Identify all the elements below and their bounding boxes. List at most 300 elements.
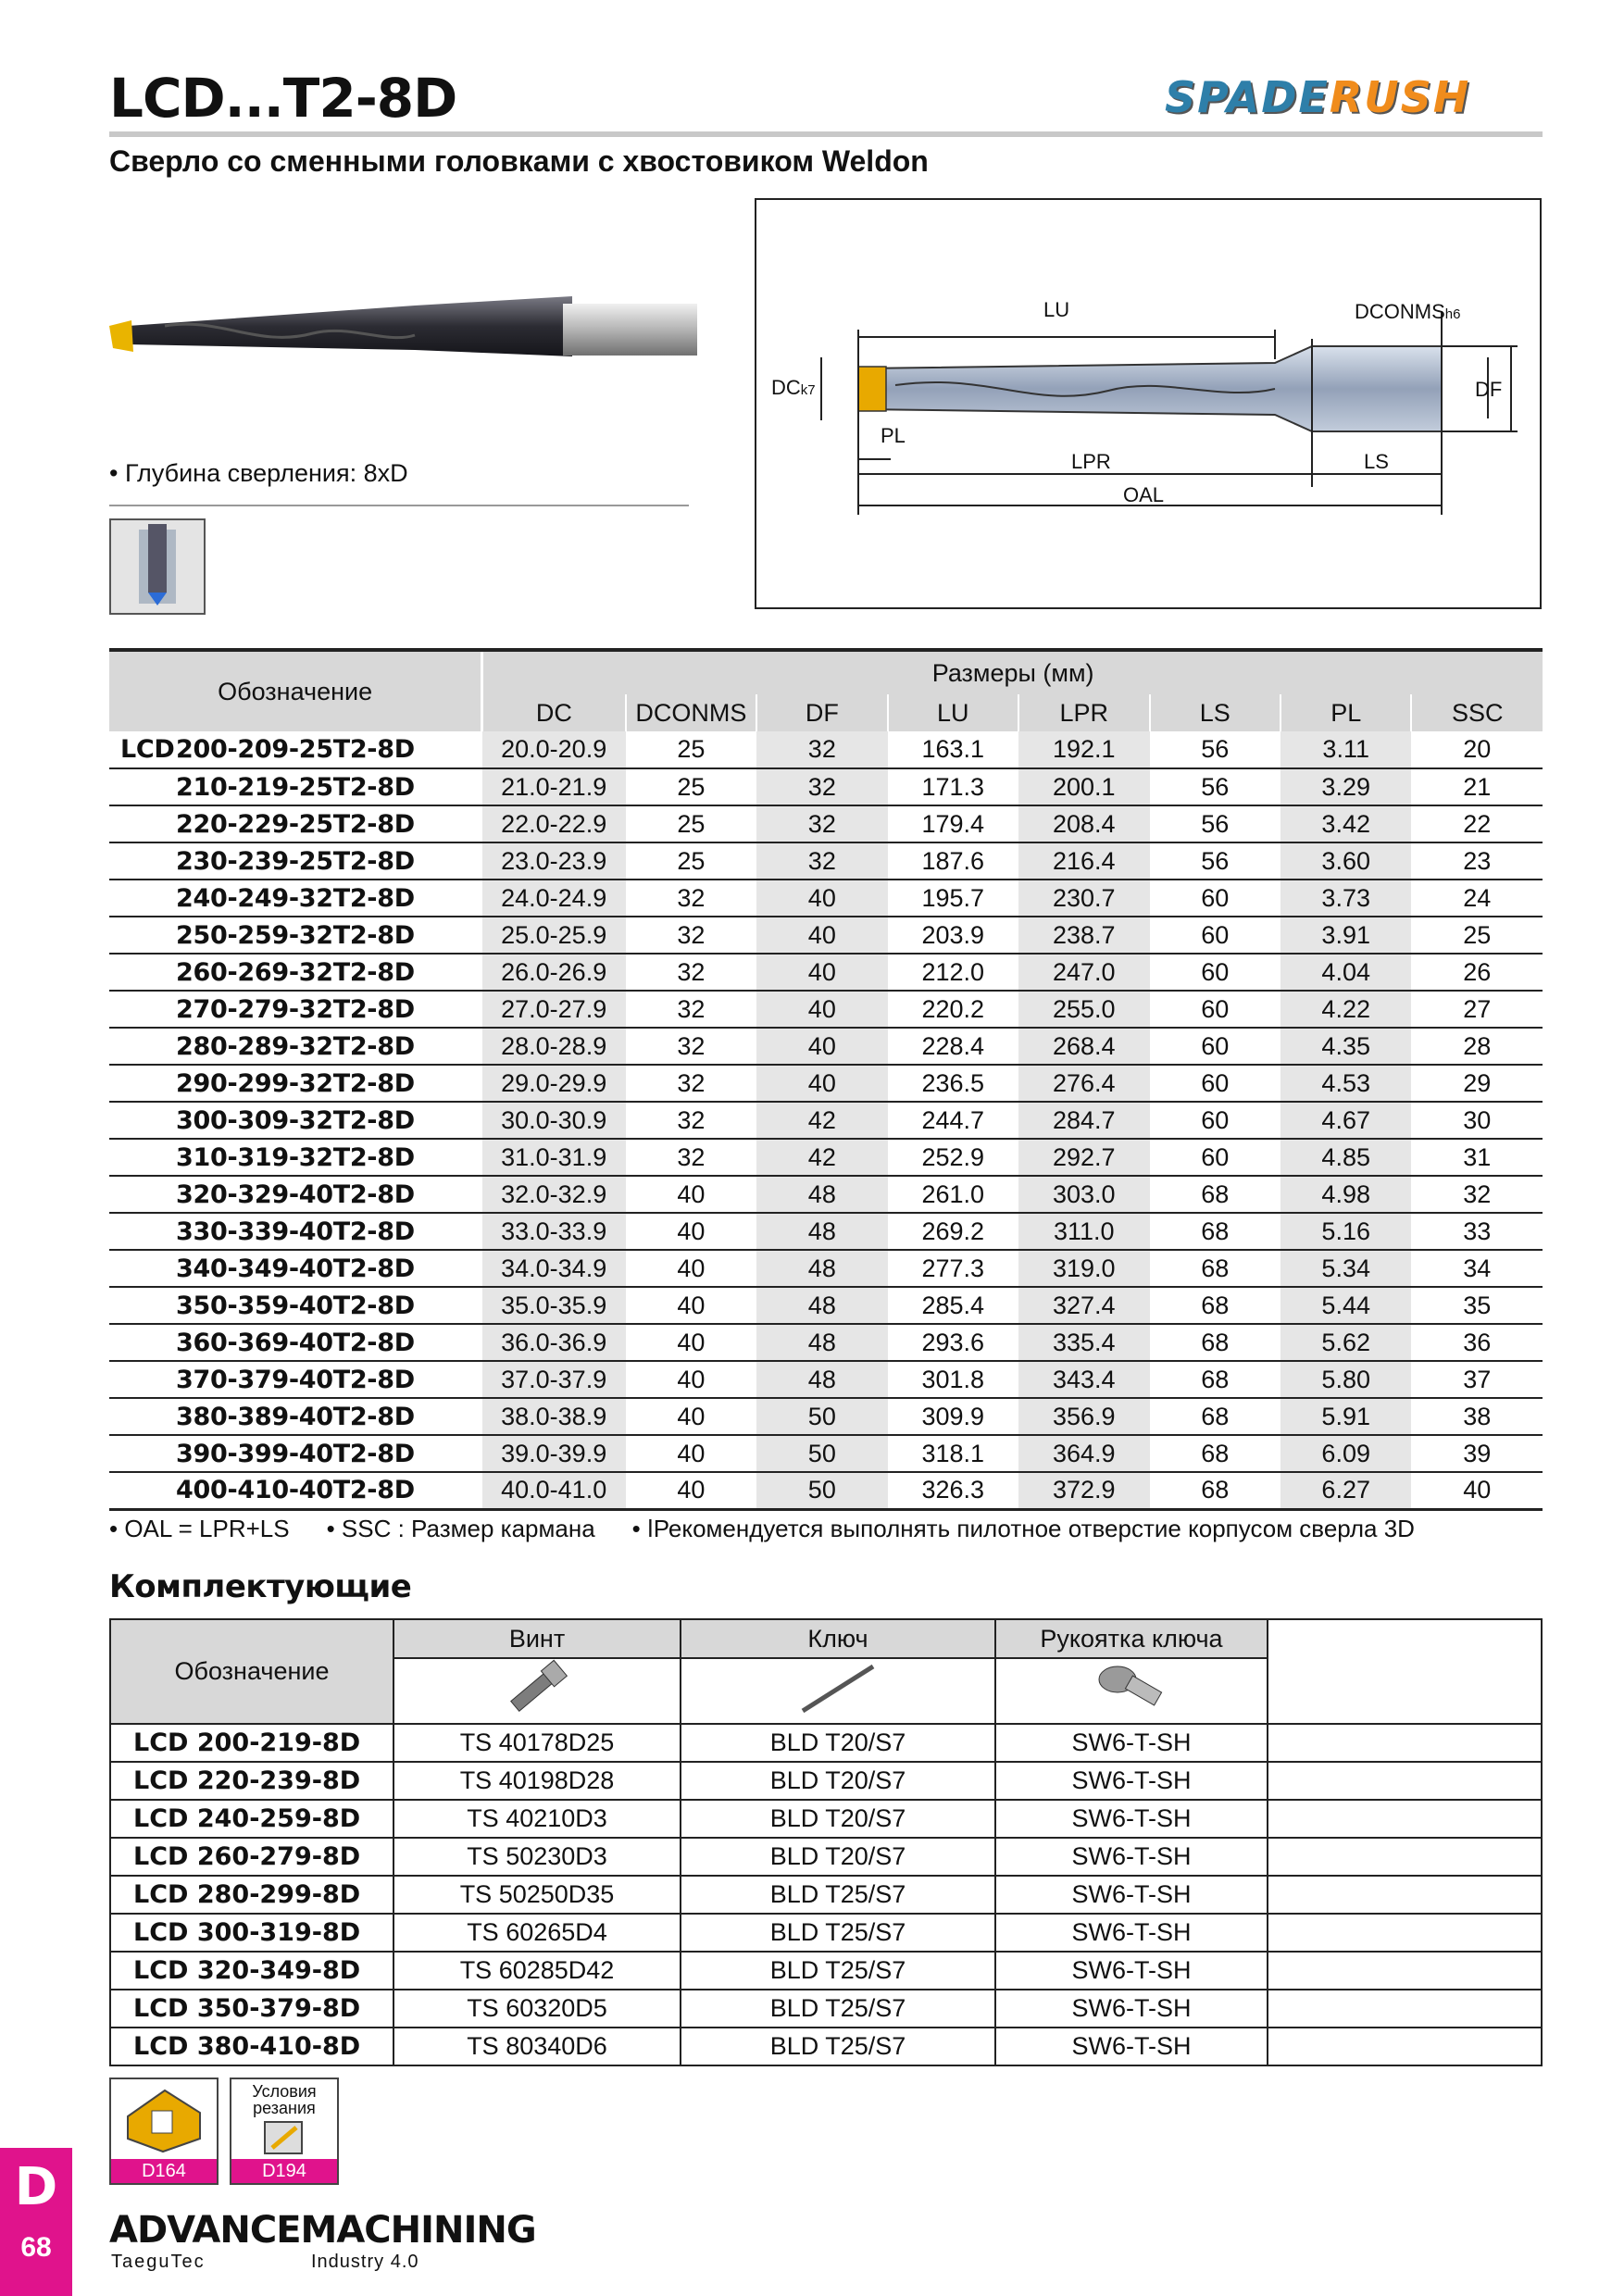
cell-df: 40 bbox=[756, 991, 887, 1028]
cell-ls: 68 bbox=[1150, 1435, 1280, 1472]
footnote-ssc: • SSC : Размер кармана bbox=[326, 1515, 595, 1542]
handle-cell: SW6-T-SH bbox=[995, 1914, 1268, 1952]
components-row bbox=[110, 1762, 1542, 1800]
cell-lu: 301.8 bbox=[888, 1361, 1018, 1398]
blank-cell bbox=[1268, 1724, 1542, 1762]
cell-ls: 68 bbox=[1150, 1213, 1280, 1250]
cell-df: 40 bbox=[756, 1028, 887, 1065]
cell-dconms: 40 bbox=[626, 1472, 756, 1509]
screw-cell: TS 60320D5 bbox=[394, 1990, 681, 2028]
cell-ssc: 20 bbox=[1411, 731, 1543, 768]
cell-lu: 244.7 bbox=[888, 1102, 1018, 1139]
designation-cell bbox=[109, 1139, 482, 1176]
table-row bbox=[109, 1398, 1543, 1435]
cell-lu: 163.1 bbox=[888, 731, 1018, 768]
page-number: 68 bbox=[20, 2232, 52, 2263]
designation-code: 220-229-25T2-8D bbox=[176, 809, 415, 839]
designation-cell bbox=[109, 1287, 482, 1324]
handle-cell: SW6-T-SH bbox=[995, 1876, 1268, 1914]
blank-header bbox=[1268, 1619, 1542, 1724]
dim-lu-label: LU bbox=[1043, 298, 1070, 321]
cutting-conditions-link[interactable] bbox=[230, 2078, 339, 2185]
cell-pl: 4.85 bbox=[1280, 1139, 1411, 1176]
component-designation: LCD 320-349-8D bbox=[110, 1952, 394, 1990]
cell-lu: 220.2 bbox=[888, 991, 1018, 1028]
cell-pl: 5.91 bbox=[1280, 1398, 1411, 1435]
cell-pl: 5.44 bbox=[1280, 1287, 1411, 1324]
designation-cell bbox=[109, 991, 482, 1028]
designation-cell bbox=[109, 880, 482, 917]
cell-ssc: 39 bbox=[1411, 1435, 1543, 1472]
cell-ls: 56 bbox=[1150, 731, 1280, 768]
cell-pl: 6.27 bbox=[1280, 1472, 1411, 1509]
designation-cell bbox=[109, 917, 482, 954]
cell-ssc: 24 bbox=[1411, 880, 1543, 917]
cell-pl: 3.73 bbox=[1280, 880, 1411, 917]
dim-oal-label: OAL bbox=[1123, 483, 1165, 506]
cell-lpr: 327.4 bbox=[1018, 1287, 1149, 1324]
footnotes bbox=[109, 1515, 1543, 1543]
cell-ls: 68 bbox=[1150, 1472, 1280, 1509]
table-row bbox=[109, 805, 1543, 842]
key-cell: BLD T25/S7 bbox=[681, 1990, 995, 2028]
cell-dc: 33.0-33.9 bbox=[482, 1213, 626, 1250]
table-row bbox=[109, 1250, 1543, 1287]
drill-photo bbox=[109, 268, 702, 389]
cell-lpr: 230.7 bbox=[1018, 880, 1149, 917]
cell-lpr: 319.0 bbox=[1018, 1250, 1149, 1287]
cell-lpr: 284.7 bbox=[1018, 1102, 1149, 1139]
cell-lu: 252.9 bbox=[888, 1139, 1018, 1176]
table-row bbox=[109, 1102, 1543, 1139]
cell-dc: 40.0-41.0 bbox=[482, 1472, 626, 1509]
screw-header: Винт bbox=[394, 1619, 681, 1658]
screw-cell: TS 60285D42 bbox=[394, 1952, 681, 1990]
designation-code: 310-319-32T2-8D bbox=[176, 1142, 415, 1172]
handle-cell: SW6-T-SH bbox=[995, 1990, 1268, 2028]
cell-lpr: 255.0 bbox=[1018, 991, 1149, 1028]
cell-dc: 28.0-28.9 bbox=[482, 1028, 626, 1065]
key-icon bbox=[792, 1659, 884, 1716]
cell-df: 48 bbox=[756, 1250, 887, 1287]
designation-code: 270-279-32T2-8D bbox=[176, 994, 415, 1024]
cell-pl: 5.34 bbox=[1280, 1250, 1411, 1287]
cell-dconms: 40 bbox=[626, 1287, 756, 1324]
handle-cell: SW6-T-SH bbox=[995, 1952, 1268, 1990]
cell-pl: 4.35 bbox=[1280, 1028, 1411, 1065]
column-header-ssc: SSC bbox=[1411, 694, 1543, 731]
cell-dc: 25.0-25.9 bbox=[482, 917, 626, 954]
page-title: LCD...T2-8D bbox=[109, 67, 457, 130]
cell-dconms: 40 bbox=[626, 1250, 756, 1287]
cell-lu: 203.9 bbox=[888, 917, 1018, 954]
designation-code: 340-349-40T2-8D bbox=[176, 1254, 415, 1283]
screw-cell: TS 50230D3 bbox=[394, 1838, 681, 1876]
cell-ls: 60 bbox=[1150, 1102, 1280, 1139]
components-row bbox=[110, 2028, 1542, 2065]
cell-ssc: 31 bbox=[1411, 1139, 1543, 1176]
key-header: Ключ bbox=[681, 1619, 995, 1658]
cell-ssc: 22 bbox=[1411, 805, 1543, 842]
cell-df: 48 bbox=[756, 1361, 887, 1398]
cell-pl: 3.11 bbox=[1280, 731, 1411, 768]
cell-ls: 56 bbox=[1150, 805, 1280, 842]
table-row bbox=[109, 1139, 1543, 1176]
column-header-dconms: DCONMS bbox=[626, 694, 756, 731]
cell-ssc: 29 bbox=[1411, 1065, 1543, 1102]
cell-ssc: 25 bbox=[1411, 917, 1543, 954]
designation-code: 210-219-25T2-8D bbox=[176, 772, 415, 802]
cell-dconms: 32 bbox=[626, 917, 756, 954]
screw-cell: TS 40178D25 bbox=[394, 1724, 681, 1762]
cell-dconms: 32 bbox=[626, 991, 756, 1028]
key-handle-icon bbox=[1090, 1659, 1173, 1716]
industry-tagline: Industry 4.0 bbox=[311, 2252, 419, 2272]
cell-pl: 4.98 bbox=[1280, 1176, 1411, 1213]
table-row bbox=[109, 1028, 1543, 1065]
cell-ls: 68 bbox=[1150, 1324, 1280, 1361]
cell-pl: 3.60 bbox=[1280, 842, 1411, 880]
cell-lu: 277.3 bbox=[888, 1250, 1018, 1287]
component-designation: LCD 280-299-8D bbox=[110, 1876, 394, 1914]
column-header-df: DF bbox=[756, 694, 887, 731]
screw-icon bbox=[495, 1659, 579, 1716]
blank-cell bbox=[1268, 1800, 1542, 1838]
cell-dconms: 40 bbox=[626, 1213, 756, 1250]
cell-df: 40 bbox=[756, 880, 887, 917]
cell-dconms: 32 bbox=[626, 1139, 756, 1176]
dim-dc-label bbox=[771, 376, 816, 400]
cell-ssc: 27 bbox=[1411, 991, 1543, 1028]
cell-ssc: 35 bbox=[1411, 1287, 1543, 1324]
cell-dc: 38.0-38.9 bbox=[482, 1398, 626, 1435]
table-row bbox=[109, 1361, 1543, 1398]
table-row bbox=[109, 1065, 1543, 1102]
key-image-cell bbox=[681, 1658, 995, 1724]
cell-dc: 27.0-27.9 bbox=[482, 991, 626, 1028]
cell-ls: 60 bbox=[1150, 1139, 1280, 1176]
components-table-body bbox=[110, 1724, 1542, 2065]
section-tab bbox=[0, 2148, 72, 2296]
cell-dc: 29.0-29.9 bbox=[482, 1065, 626, 1102]
dconms-text: DCONMS bbox=[1355, 300, 1445, 323]
cell-lpr: 216.4 bbox=[1018, 842, 1149, 880]
dimensions-header: Размеры (мм) bbox=[482, 650, 1543, 694]
components-row bbox=[110, 1990, 1542, 2028]
cell-dconms: 40 bbox=[626, 1324, 756, 1361]
components-row bbox=[110, 1952, 1542, 1990]
cell-df: 48 bbox=[756, 1213, 887, 1250]
component-designation: LCD 200-219-8D bbox=[110, 1724, 394, 1762]
designation-cell bbox=[109, 1361, 482, 1398]
screw-cell: TS 80340D6 bbox=[394, 2028, 681, 2065]
cell-dconms: 40 bbox=[626, 1435, 756, 1472]
cell-dc: 21.0-21.9 bbox=[482, 768, 626, 805]
handle-cell: SW6-T-SH bbox=[995, 1800, 1268, 1838]
cell-lpr: 208.4 bbox=[1018, 805, 1149, 842]
table-row bbox=[109, 842, 1543, 880]
cell-lpr: 200.1 bbox=[1018, 768, 1149, 805]
dimension-drawing bbox=[756, 200, 1540, 607]
cell-lpr: 364.9 bbox=[1018, 1435, 1149, 1472]
handle-cell: SW6-T-SH bbox=[995, 2028, 1268, 2065]
insert-icon bbox=[111, 2079, 217, 2157]
cell-ls: 68 bbox=[1150, 1176, 1280, 1213]
cell-df: 32 bbox=[756, 842, 887, 880]
cell-ssc: 40 bbox=[1411, 1472, 1543, 1509]
cell-df: 32 bbox=[756, 805, 887, 842]
designation-cell bbox=[109, 1102, 482, 1139]
cell-dc: 39.0-39.9 bbox=[482, 1435, 626, 1472]
cell-dconms: 25 bbox=[626, 768, 756, 805]
cell-lpr: 311.0 bbox=[1018, 1213, 1149, 1250]
cell-lpr: 276.4 bbox=[1018, 1065, 1149, 1102]
screw-cell: TS 50250D35 bbox=[394, 1876, 681, 1914]
table-row bbox=[109, 880, 1543, 917]
cell-dc: 31.0-31.9 bbox=[482, 1139, 626, 1176]
cell-lpr: 343.4 bbox=[1018, 1361, 1149, 1398]
designation-code: 350-359-40T2-8D bbox=[176, 1291, 415, 1320]
key-cell: BLD T20/S7 bbox=[681, 1724, 995, 1762]
cell-df: 50 bbox=[756, 1398, 887, 1435]
table-row bbox=[109, 917, 1543, 954]
dim-lpr-label: LPR bbox=[1071, 450, 1111, 473]
cell-dconms: 40 bbox=[626, 1176, 756, 1213]
cell-pl: 3.29 bbox=[1280, 768, 1411, 805]
designation-cell bbox=[109, 1176, 482, 1213]
key-cell: BLD T20/S7 bbox=[681, 1838, 995, 1876]
dc-text: DC bbox=[771, 376, 801, 399]
cell-ls: 60 bbox=[1150, 1065, 1280, 1102]
cell-dc: 34.0-34.9 bbox=[482, 1250, 626, 1287]
cell-ls: 60 bbox=[1150, 917, 1280, 954]
cell-lu: 269.2 bbox=[888, 1213, 1018, 1250]
cell-lu: 293.6 bbox=[888, 1324, 1018, 1361]
components-row bbox=[110, 1724, 1542, 1762]
cell-ls: 68 bbox=[1150, 1287, 1280, 1324]
handle-image-cell bbox=[995, 1658, 1268, 1724]
spaderush-logo bbox=[1165, 72, 1470, 122]
key-cell: BLD T25/S7 bbox=[681, 1914, 995, 1952]
page-subtitle: Сверло со сменными головками с хвостовиком Weldon bbox=[109, 144, 929, 178]
blank-cell bbox=[1268, 1838, 1542, 1876]
cell-df: 50 bbox=[756, 1472, 887, 1509]
cell-dc: 24.0-24.9 bbox=[482, 880, 626, 917]
key-cell: BLD T20/S7 bbox=[681, 1800, 995, 1838]
cell-lu: 212.0 bbox=[888, 954, 1018, 991]
dconms-tolerance: h6 bbox=[1444, 306, 1461, 322]
table-row bbox=[109, 1287, 1543, 1324]
cell-ssc: 32 bbox=[1411, 1176, 1543, 1213]
cell-lpr: 372.9 bbox=[1018, 1472, 1149, 1509]
handle-cell: SW6-T-SH bbox=[995, 1762, 1268, 1800]
brand-part1: SPADE bbox=[1165, 72, 1330, 122]
handle-header: Рукоятка ключа bbox=[995, 1619, 1268, 1658]
blank-cell bbox=[1268, 1952, 1542, 1990]
cell-pl: 5.80 bbox=[1280, 1361, 1411, 1398]
table-row bbox=[109, 991, 1543, 1028]
cell-dconms: 32 bbox=[626, 1065, 756, 1102]
cell-ssc: 33 bbox=[1411, 1213, 1543, 1250]
designation-code: 250-259-32T2-8D bbox=[176, 920, 415, 950]
cell-ssc: 34 bbox=[1411, 1250, 1543, 1287]
cell-pl: 3.91 bbox=[1280, 917, 1411, 954]
designation-code: 330-339-40T2-8D bbox=[176, 1217, 415, 1246]
brand-part2: RUSH bbox=[1329, 72, 1471, 122]
column-header-ls: LS bbox=[1150, 694, 1280, 731]
blank-cell bbox=[1268, 1876, 1542, 1914]
cell-df: 48 bbox=[756, 1287, 887, 1324]
designation-cell bbox=[109, 805, 482, 842]
dimensions-table-body bbox=[109, 731, 1543, 1509]
designation-code: 380-389-40T2-8D bbox=[176, 1402, 415, 1431]
designation-cell bbox=[109, 1213, 482, 1250]
company-name: TaeguTec bbox=[111, 2252, 206, 2272]
cell-ls: 56 bbox=[1150, 842, 1280, 880]
cell-lpr: 192.1 bbox=[1018, 731, 1149, 768]
cell-pl: 5.16 bbox=[1280, 1213, 1411, 1250]
table-row bbox=[109, 1472, 1543, 1509]
cell-pl: 4.67 bbox=[1280, 1102, 1411, 1139]
key-cell: BLD T20/S7 bbox=[681, 1762, 995, 1800]
cell-dconms: 25 bbox=[626, 731, 756, 768]
designation-code: 280-289-32T2-8D bbox=[176, 1031, 415, 1061]
cell-lu: 236.5 bbox=[888, 1065, 1018, 1102]
cell-df: 48 bbox=[756, 1176, 887, 1213]
designation-cell bbox=[109, 768, 482, 805]
designation-code: 390-399-40T2-8D bbox=[176, 1439, 415, 1468]
cell-lu: 171.3 bbox=[888, 768, 1018, 805]
cell-df: 48 bbox=[756, 1324, 887, 1361]
cell-df: 32 bbox=[756, 731, 887, 768]
cell-ssc: 26 bbox=[1411, 954, 1543, 991]
cell-dc: 30.0-30.9 bbox=[482, 1102, 626, 1139]
designation-code: 300-309-32T2-8D bbox=[176, 1105, 415, 1135]
designation-code: 260-269-32T2-8D bbox=[176, 957, 415, 987]
table-row bbox=[109, 768, 1543, 805]
designation-cell bbox=[109, 1472, 482, 1509]
cell-pl: 3.42 bbox=[1280, 805, 1411, 842]
designation-code: 320-329-40T2-8D bbox=[176, 1179, 415, 1209]
cell-dc: 36.0-36.9 bbox=[482, 1324, 626, 1361]
components-row bbox=[110, 1800, 1542, 1838]
component-designation: LCD 380-410-8D bbox=[110, 2028, 394, 2065]
blank-cell bbox=[1268, 2028, 1542, 2065]
dim-df-label: DF bbox=[1475, 378, 1503, 401]
designation-cell bbox=[109, 1398, 482, 1435]
dim-pl-label: PL bbox=[881, 424, 906, 447]
cell-df: 40 bbox=[756, 954, 887, 991]
screw-image-cell bbox=[394, 1658, 681, 1724]
designation-code: 370-379-40T2-8D bbox=[176, 1365, 415, 1394]
designation-cell bbox=[109, 842, 482, 880]
components-designation-header: Обозначение bbox=[110, 1619, 394, 1724]
section-letter: D bbox=[14, 2157, 58, 2217]
designation-cell bbox=[109, 731, 482, 768]
cutting-page-ref: D194 bbox=[231, 2159, 337, 2183]
designation-code: 360-369-40T2-8D bbox=[176, 1328, 415, 1357]
blank-cell bbox=[1268, 1914, 1542, 1952]
depth-divider bbox=[109, 505, 689, 506]
cell-dc: 35.0-35.9 bbox=[482, 1287, 626, 1324]
key-cell: BLD T25/S7 bbox=[681, 1876, 995, 1914]
cell-ssc: 30 bbox=[1411, 1102, 1543, 1139]
cell-lu: 195.7 bbox=[888, 880, 1018, 917]
designation-code: 400-410-40T2-8D bbox=[176, 1476, 415, 1505]
cell-lpr: 292.7 bbox=[1018, 1139, 1149, 1176]
insert-reference-link[interactable] bbox=[109, 2078, 219, 2185]
table-row bbox=[109, 731, 1543, 768]
table-row bbox=[109, 954, 1543, 991]
cell-ls: 60 bbox=[1150, 1028, 1280, 1065]
cell-lu: 326.3 bbox=[888, 1472, 1018, 1509]
screw-cell: TS 60265D4 bbox=[394, 1914, 681, 1952]
cell-lpr: 247.0 bbox=[1018, 954, 1149, 991]
components-heading: Комплектующие bbox=[109, 1568, 412, 1605]
cell-dc: 37.0-37.9 bbox=[482, 1361, 626, 1398]
cell-dconms: 40 bbox=[626, 1398, 756, 1435]
cell-dconms: 32 bbox=[626, 880, 756, 917]
cell-df: 42 bbox=[756, 1139, 887, 1176]
cell-lpr: 238.7 bbox=[1018, 917, 1149, 954]
component-designation: LCD 350-379-8D bbox=[110, 1990, 394, 2028]
cell-lpr: 356.9 bbox=[1018, 1398, 1149, 1435]
cell-ls: 68 bbox=[1150, 1398, 1280, 1435]
designation-cell bbox=[109, 1324, 482, 1361]
cell-lu: 318.1 bbox=[888, 1435, 1018, 1472]
designation-cell bbox=[109, 1028, 482, 1065]
cell-dconms: 32 bbox=[626, 1102, 756, 1139]
cell-ls: 56 bbox=[1150, 768, 1280, 805]
insert-page-ref: D164 bbox=[111, 2159, 217, 2183]
key-cell: BLD T25/S7 bbox=[681, 2028, 995, 2065]
components-table bbox=[109, 1618, 1543, 2066]
dimension-diagram bbox=[755, 198, 1542, 609]
cell-lu: 261.0 bbox=[888, 1176, 1018, 1213]
cell-ssc: 36 bbox=[1411, 1324, 1543, 1361]
cell-dc: 23.0-23.9 bbox=[482, 842, 626, 880]
cell-dc: 22.0-22.9 bbox=[482, 805, 626, 842]
cell-ls: 68 bbox=[1150, 1250, 1280, 1287]
cell-lu: 285.4 bbox=[888, 1287, 1018, 1324]
dc-tolerance: k7 bbox=[800, 382, 816, 398]
cell-lu: 179.4 bbox=[888, 805, 1018, 842]
cell-ssc: 21 bbox=[1411, 768, 1543, 805]
cell-df: 32 bbox=[756, 768, 887, 805]
cell-lu: 187.6 bbox=[888, 842, 1018, 880]
component-designation: LCD 300-319-8D bbox=[110, 1914, 394, 1952]
cell-df: 50 bbox=[756, 1435, 887, 1472]
components-row bbox=[110, 1914, 1542, 1952]
cell-df: 40 bbox=[756, 1065, 887, 1102]
designation-cell bbox=[109, 1435, 482, 1472]
footnote-oal: • OAL = LPR+LS bbox=[109, 1515, 290, 1542]
dim-dconms-label bbox=[1355, 300, 1460, 324]
cell-ssc: 28 bbox=[1411, 1028, 1543, 1065]
designation-code: 230-239-25T2-8D bbox=[176, 846, 415, 876]
component-designation: LCD 260-279-8D bbox=[110, 1838, 394, 1876]
cell-dconms: 25 bbox=[626, 805, 756, 842]
column-header-pl: PL bbox=[1280, 694, 1411, 731]
designation-cell bbox=[109, 1065, 482, 1102]
screw-cell: TS 40198D28 bbox=[394, 1762, 681, 1800]
drilling-depth-icon bbox=[109, 518, 206, 615]
designation-code: 290-299-32T2-8D bbox=[176, 1068, 415, 1098]
blank-cell bbox=[1268, 1762, 1542, 1800]
handle-cell: SW6-T-SH bbox=[995, 1838, 1268, 1876]
table-row bbox=[109, 1213, 1543, 1250]
table-row bbox=[109, 1176, 1543, 1213]
